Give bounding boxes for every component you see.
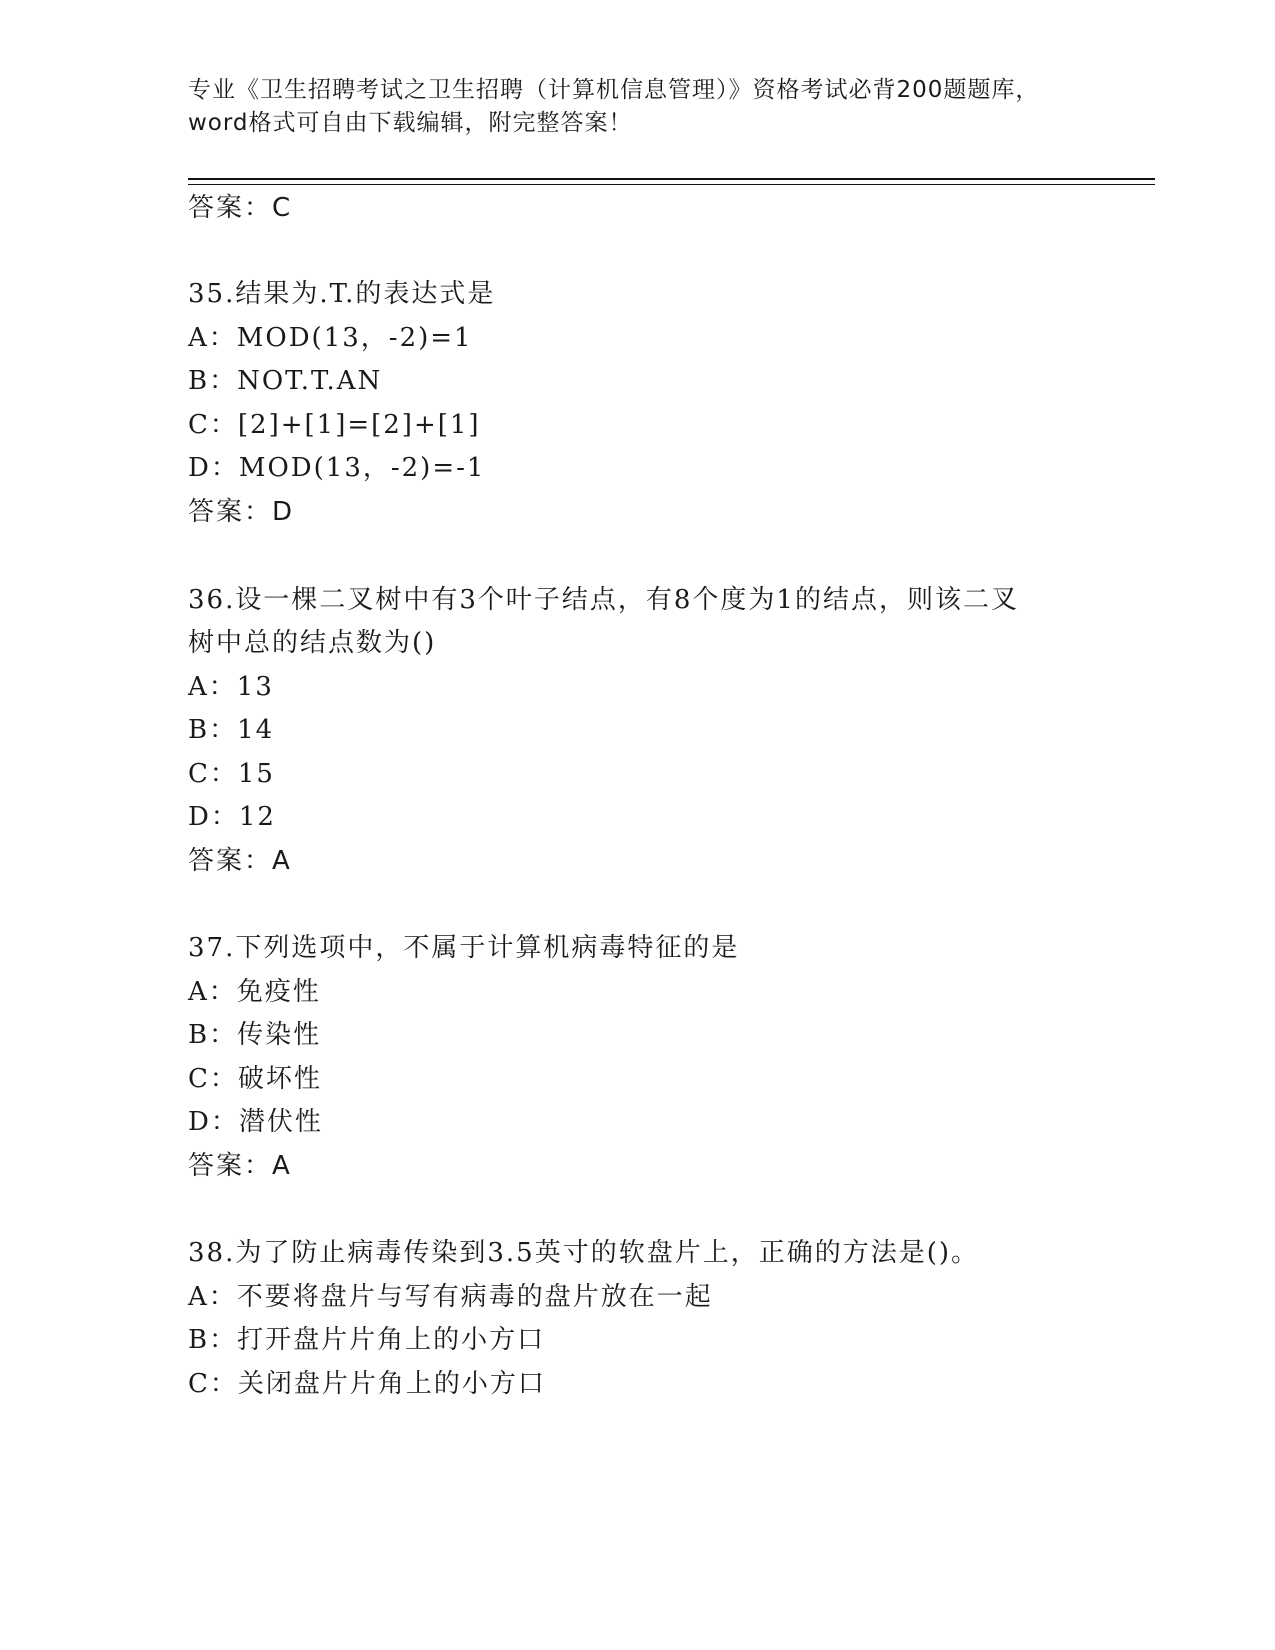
question-36-option-a: A：13 (188, 672, 274, 702)
previous-answer: 答案：C (188, 193, 293, 223)
header-divider-thick (188, 178, 1155, 180)
question-36-option-c: C：15 (188, 759, 275, 789)
question-37-option-b: B：传染性 (188, 1020, 322, 1050)
question-36-stem-line-1: 36.设一棵二叉树中有3个叶子结点，有8个度为1的结点，则该二叉 (188, 585, 1019, 615)
question-38-option-a: A：不要将盘片与写有病毒的盘片放在一起 (188, 1282, 713, 1312)
question-37-option-a: A：免疫性 (188, 977, 321, 1007)
question-36-option-d: D：12 (188, 802, 276, 832)
question-35-option-c: C：[2]+[1]=[2]+[1] (188, 410, 481, 440)
document-header (188, 74, 1088, 140)
header-divider-thin (188, 184, 1155, 185)
question-35-option-b: B：NOT.T.AN (188, 366, 383, 396)
question-38-option-c: C：关闭盘片片角上的小方口 (188, 1369, 546, 1399)
question-37-answer: 答案：A (188, 1151, 292, 1181)
question-37-option-d: D：潜伏性 (188, 1107, 323, 1137)
question-36-option-b: B：14 (188, 715, 275, 745)
question-35-answer: 答案：D (188, 497, 295, 527)
question-38-option-b: B：打开盘片片角上的小方口 (188, 1325, 546, 1355)
question-35-option-a: A：MOD(13，-2)=1 (188, 323, 473, 353)
header-line-2: word格式可自由下载编辑，附完整答案！ (188, 110, 633, 136)
question-37-option-c: C：破坏性 (188, 1064, 322, 1094)
header-line-1: 专业《卫生招聘考试之卫生招聘（计算机信息管理）》资格考试必背200题题库， (188, 77, 1040, 103)
question-37-stem: 37.下列选项中，不属于计算机病毒特征的是 (188, 933, 740, 963)
question-35-stem: 35.结果为.T.的表达式是 (188, 279, 496, 309)
question-38-stem: 38.为了防止病毒传染到3.5英寸的软盘片上，正确的方法是()。 (188, 1238, 979, 1268)
question-36-stem-line-2: 树中总的结点数为() (188, 628, 437, 658)
question-35-option-d: D：MOD(13，-2)=-1 (188, 453, 486, 483)
question-36-answer: 答案：A (188, 846, 292, 876)
